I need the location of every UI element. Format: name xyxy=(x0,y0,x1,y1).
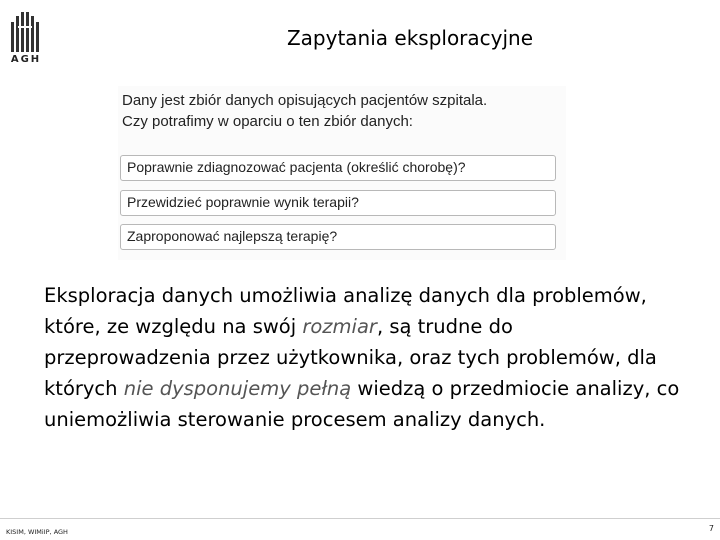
body-text-part-1: Eksploracja danych umożliwia analizę danych dla problemów, które, ze względu na swój xyxy=(44,284,647,338)
body-text-part-2: , są trudne do przeprowadzenia przez użytkownika, oraz tych problemów, dla których xyxy=(44,315,657,400)
logo-text: AGH xyxy=(10,54,42,65)
questions-image xyxy=(118,86,566,260)
agh-logo xyxy=(8,12,44,68)
question-box-1: Poprawnie zdiagnozować pacjenta (określić chorobę)? xyxy=(120,155,556,181)
footer-divider xyxy=(0,518,720,519)
question-box-3: Zaproponować najlepszą terapię? xyxy=(120,224,556,250)
emphasis-incomplete-knowledge: nie dysponujemy pełną xyxy=(123,377,352,400)
emphasis-size: rozmiar xyxy=(302,315,377,338)
footer-text: KISIM, WIMiIP, AGH xyxy=(6,528,68,536)
intro-line-1: Dany jest zbiór danych opisujących pacjentów szpitala. xyxy=(122,92,488,109)
page-title: Zapytania eksploracyjne xyxy=(286,26,534,50)
question-box-2: Przewidzieć poprawnie wynik terapii? xyxy=(120,190,556,216)
intro-line-2: Czy potrafimy w oparciu o ten zbiór danych: xyxy=(122,113,413,130)
agh-logo-icon xyxy=(8,12,44,52)
body-paragraph xyxy=(44,280,684,435)
page-number: 7 xyxy=(708,524,714,533)
body-text-part-3: wiedzą o przedmiocie analizy, co uniemożliwia sterowanie procesem analizy danych. xyxy=(44,377,680,431)
